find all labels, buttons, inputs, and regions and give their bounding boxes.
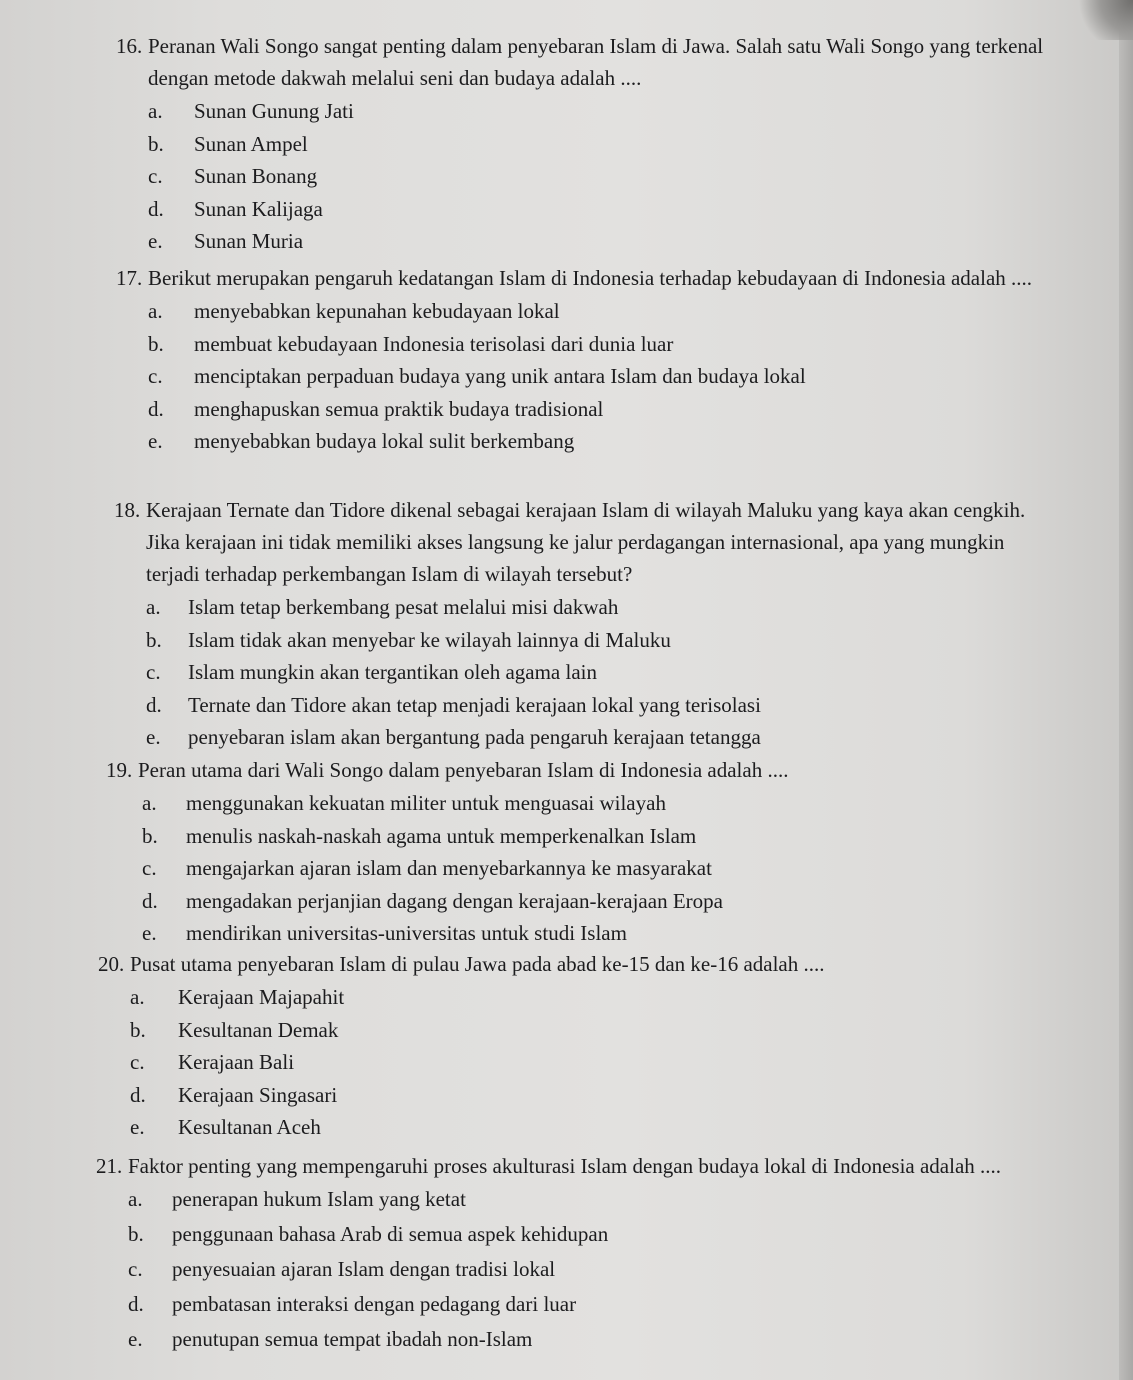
- question-text: Kerajaan Ternate dan Tidore dikenal sebagai kerajaan Islam di wilayah Maluku yang kaya akan cengkih. Jika kerajaan ini tidak memiliki akses langsung ke jalur perdagangan internasional, apa yang mungkin terjadi terhadap perkembangan Islam di wilayah tersebut?: [146, 498, 1026, 586]
- question-18: [114, 494, 1059, 754]
- option-d[interactable]: [128, 1288, 1056, 1323]
- option-text: penggunaan bahasa Arab di semua aspek kehidupan: [172, 1222, 609, 1246]
- option-a[interactable]: [128, 1183, 1056, 1218]
- option-d[interactable]: [148, 193, 1066, 226]
- option-b[interactable]: [128, 1218, 1056, 1253]
- option-text: Sunan Gunung Jati: [194, 99, 354, 123]
- option-b[interactable]: [148, 328, 1061, 361]
- question-text: Peran utama dari Wali Songo dalam penyebaran Islam di Indonesia adalah ....: [138, 758, 789, 782]
- option-e[interactable]: [130, 1111, 1058, 1144]
- question-stem: [106, 754, 1056, 786]
- option-letter: c.: [128, 1257, 143, 1281]
- option-d[interactable]: [148, 393, 1061, 426]
- option-text: mendirikan universitas-universitas untuk studi Islam: [186, 921, 627, 945]
- option-text: Kerajaan Singasari: [178, 1082, 338, 1107]
- option-letter: b.: [142, 823, 158, 848]
- corner-shadow: [1073, 0, 1133, 40]
- option-letter: d.: [148, 196, 164, 221]
- option-letter: c.: [142, 856, 157, 880]
- option-text: Sunan Ampel: [194, 131, 308, 156]
- option-b[interactable]: [148, 128, 1066, 161]
- option-letter: b.: [148, 331, 164, 356]
- option-text: mengajarkan ajaran islam dan menyebarkannya ke masyarakat: [186, 856, 712, 880]
- option-letter: a.: [142, 791, 157, 815]
- option-letter: b.: [148, 131, 164, 156]
- option-letter: d.: [142, 888, 158, 913]
- option-letter: a.: [130, 985, 145, 1009]
- option-text: Islam tidak akan menyebar ke wilayah lainnya di Maluku: [188, 627, 671, 652]
- option-b[interactable]: [146, 624, 1059, 657]
- option-text: Sunan Bonang: [194, 164, 318, 188]
- page-edge: [1119, 0, 1133, 1380]
- option-e[interactable]: [148, 225, 1066, 258]
- option-text: Islam mungkin akan tergantikan oleh agama lain: [188, 660, 597, 684]
- question-16: [116, 30, 1066, 258]
- option-e[interactable]: [148, 425, 1061, 458]
- option-letter: d.: [148, 396, 164, 421]
- question-stem: [98, 948, 1058, 980]
- option-text: Kesultanan Demak: [178, 1017, 339, 1042]
- option-letter: d.: [130, 1082, 146, 1107]
- option-letter: e.: [146, 725, 161, 749]
- option-text: menggunakan kekuatan militer untuk menguasai wilayah: [186, 791, 666, 815]
- option-letter: c.: [148, 164, 163, 188]
- question-text: Berikut merupakan pengaruh kedatangan Islam di Indonesia terhadap kebudayaan di Indonesia adalah ....: [148, 266, 1033, 290]
- option-text: penyesuaian ajaran Islam dengan tradisi lokal: [172, 1257, 556, 1281]
- option-c[interactable]: [148, 360, 1061, 393]
- option-text: penerapan hukum Islam yang ketat: [172, 1187, 466, 1211]
- option-text: Islam tetap berkembang pesat melalui misi dakwah: [188, 595, 619, 619]
- option-e[interactable]: [146, 721, 1059, 754]
- option-letter: e.: [148, 429, 163, 453]
- question-text: Faktor penting yang mempengaruhi proses akulturasi Islam dengan budaya lokal di Indonesia adalah ....: [128, 1154, 1002, 1178]
- question-stem: [116, 262, 1061, 294]
- option-text: Kesultanan Aceh: [178, 1115, 321, 1139]
- option-text: penutupan semua tempat ibadah non-Islam: [172, 1327, 533, 1351]
- options-list: [142, 787, 1056, 950]
- option-letter: a.: [148, 99, 163, 123]
- option-text: mengadakan perjanjian dagang dengan kerajaan-kerajaan Eropa: [186, 888, 723, 913]
- option-letter: a.: [148, 299, 163, 323]
- option-c[interactable]: [142, 852, 1056, 885]
- option-text: Sunan Kalijaga: [194, 196, 323, 221]
- option-letter: c.: [148, 364, 163, 388]
- option-text: Kerajaan Bali: [178, 1050, 295, 1074]
- options-list: [148, 295, 1061, 458]
- option-text: menciptakan perpaduan budaya yang unik antara Islam dan budaya lokal: [194, 364, 806, 388]
- question-text: Pusat utama penyebaran Islam di pulau Jawa pada abad ke-15 dan ke-16 adalah ....: [130, 952, 825, 976]
- option-d[interactable]: [130, 1079, 1058, 1112]
- options-list: [128, 1183, 1056, 1358]
- option-letter: a.: [146, 595, 161, 619]
- option-text: menghapuskan semua praktik budaya tradisional: [194, 396, 604, 421]
- option-e[interactable]: [128, 1323, 1056, 1358]
- option-c[interactable]: [128, 1253, 1056, 1288]
- question-20: [98, 948, 1058, 1144]
- option-letter: e.: [128, 1327, 143, 1351]
- option-e[interactable]: [142, 917, 1056, 950]
- question-text: Peranan Wali Songo sangat penting dalam penyebaran Islam di Jawa. Salah satu Wali Songo yang terkenal dengan metode dakwah melalui seni dan budaya adalah ....: [148, 34, 1044, 90]
- option-c[interactable]: [130, 1046, 1058, 1079]
- option-text: menyebabkan budaya lokal sulit berkembang: [194, 429, 575, 453]
- option-d[interactable]: [142, 885, 1056, 918]
- option-letter: e.: [130, 1115, 145, 1139]
- question-number: 19.: [106, 758, 133, 782]
- option-text: menulis naskah-naskah agama untuk memperkenalkan Islam: [186, 823, 697, 848]
- question-number: 17.: [116, 266, 143, 290]
- option-b[interactable]: [142, 820, 1056, 853]
- question-21: [96, 1150, 1056, 1358]
- question-19: [106, 754, 1056, 950]
- question-stem: [116, 30, 1066, 94]
- question-17: [116, 262, 1061, 458]
- question-number: 16.: [116, 34, 143, 58]
- option-c[interactable]: [148, 160, 1066, 193]
- option-letter: b.: [146, 627, 162, 652]
- option-letter: d.: [146, 692, 162, 717]
- option-a[interactable]: [142, 787, 1056, 820]
- option-a[interactable]: [148, 295, 1061, 328]
- option-text: pembatasan interaksi dengan pedagang dari luar: [172, 1292, 577, 1316]
- option-a[interactable]: [148, 95, 1066, 128]
- option-a[interactable]: [146, 591, 1059, 624]
- options-list: [146, 591, 1059, 754]
- option-text: Ternate dan Tidore akan tetap menjadi kerajaan lokal yang terisolasi: [188, 692, 761, 717]
- question-stem: [114, 494, 1059, 590]
- option-letter: b.: [128, 1222, 144, 1246]
- options-list: [148, 95, 1066, 258]
- option-text: Sunan Muria: [194, 229, 304, 253]
- option-text: penyebaran islam akan bergantung pada pengaruh kerajaan tetangga: [188, 725, 761, 749]
- option-b[interactable]: [130, 1014, 1058, 1047]
- option-text: membuat kebudayaan Indonesia terisolasi dari dunia luar: [194, 331, 674, 356]
- option-text: Kerajaan Majapahit: [178, 985, 345, 1009]
- question-number: 21.: [96, 1154, 123, 1178]
- option-letter: b.: [130, 1017, 146, 1042]
- option-letter: c.: [130, 1050, 145, 1074]
- option-letter: d.: [128, 1292, 144, 1316]
- option-text: menyebabkan kepunahan kebudayaan lokal: [194, 299, 560, 323]
- question-stem: [96, 1150, 1056, 1182]
- option-letter: a.: [128, 1187, 143, 1211]
- option-a[interactable]: [130, 981, 1058, 1014]
- options-list: [130, 981, 1058, 1144]
- option-letter: c.: [146, 660, 161, 684]
- question-number: 20.: [98, 952, 125, 976]
- question-number: 18.: [114, 498, 141, 522]
- option-d[interactable]: [146, 689, 1059, 722]
- option-c[interactable]: [146, 656, 1059, 689]
- option-letter: e.: [142, 921, 157, 945]
- option-letter: e.: [148, 229, 163, 253]
